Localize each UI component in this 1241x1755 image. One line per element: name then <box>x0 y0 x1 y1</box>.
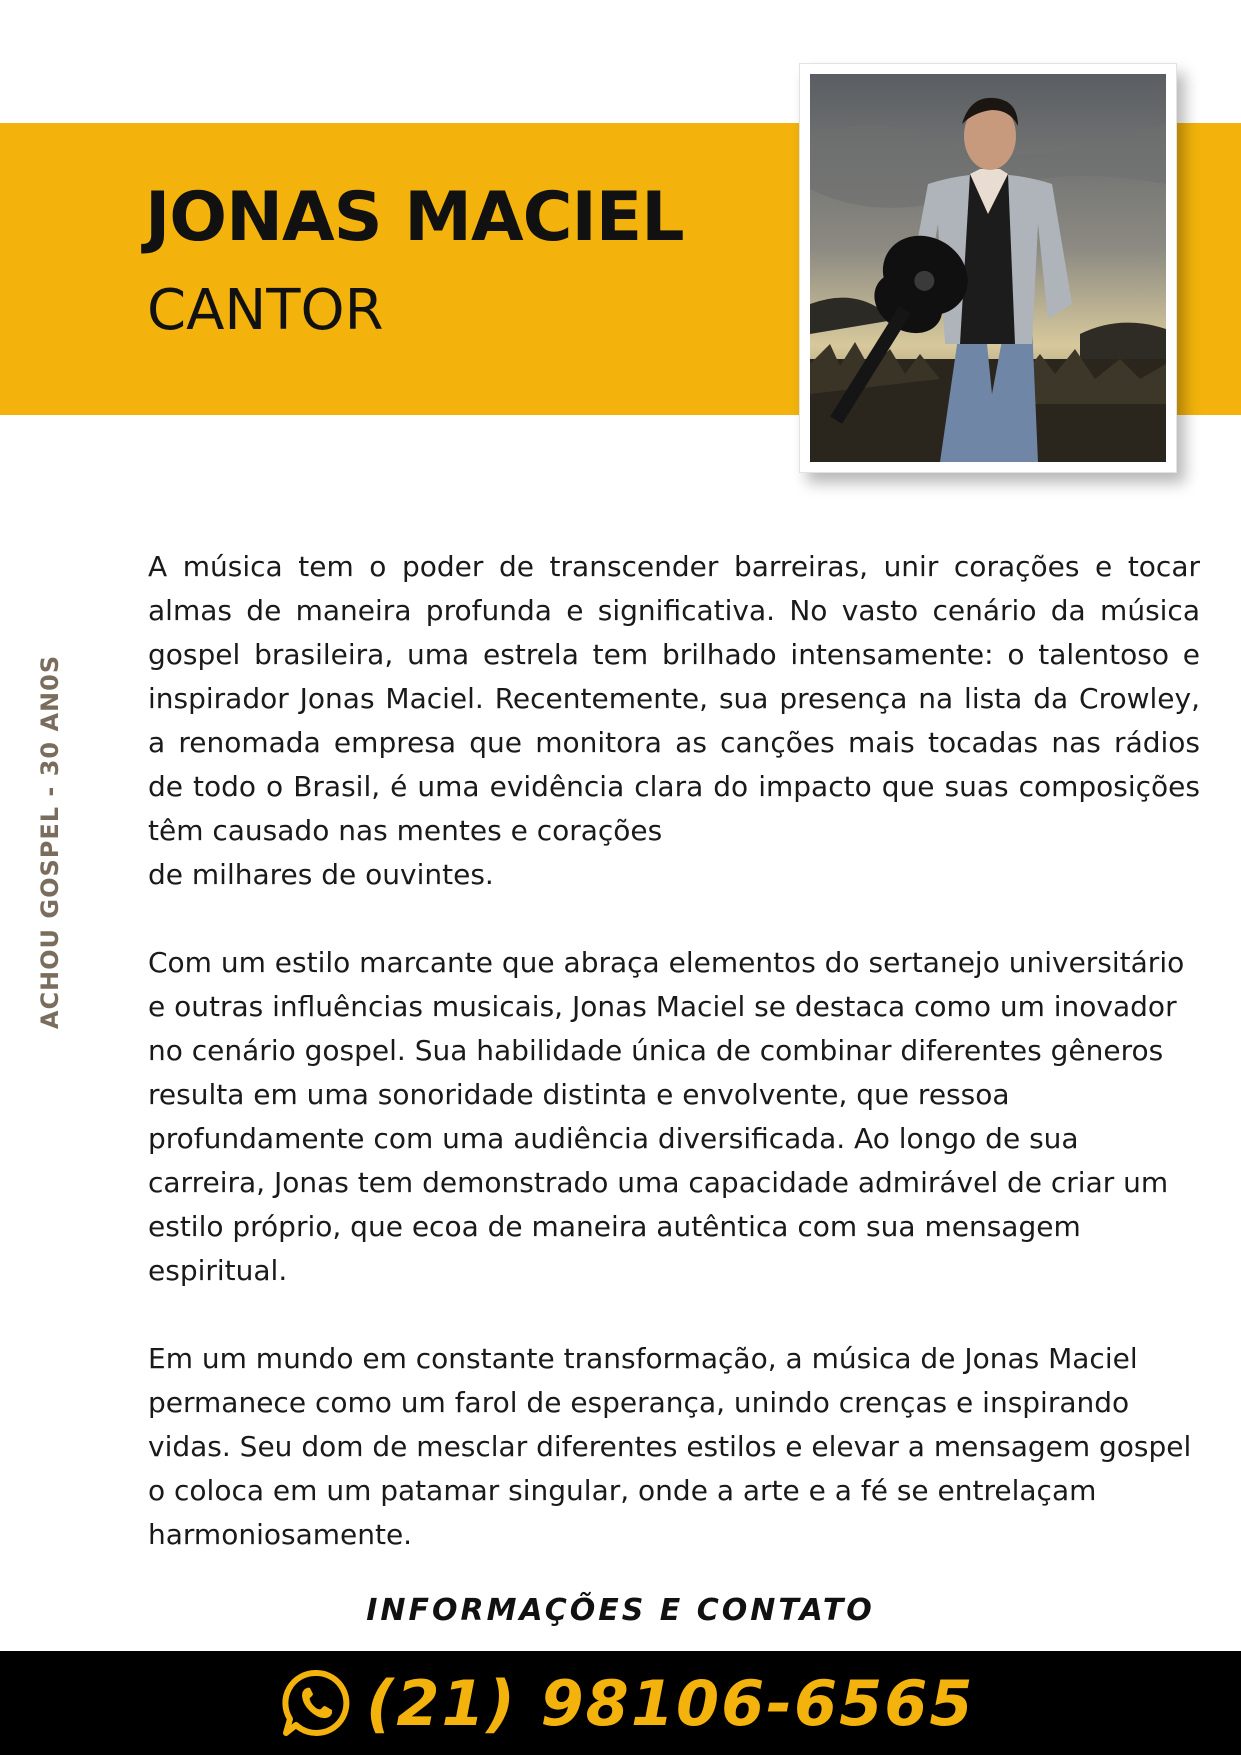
phone-contact[interactable] <box>280 1661 975 1745</box>
photo-frame <box>799 63 1177 473</box>
article-paragraph-2: Com um estilo marcante que abraça elementos do sertanejo universitário e outras influências musicais, Jonas Maciel se destaca como um inovador no cenário gospel. Sua habilidade única de combinar diferentes gêneros resulta em uma sonoridade distinta e envolvente, que ressoa profundamente com uma audiência diversificada. Ao longo de sua carreira, Jonas tem demonstrado uma capacidade admirável de criar um estilo próprio, que ecoa de maneira autêntica com sua mensagem espiritual. <box>148 946 1185 1287</box>
artist-name: JONAS MACIEL <box>145 178 684 257</box>
artist-role: CANTOR <box>147 278 384 343</box>
contact-title: INFORMAÇÕES E CONTATO <box>366 1593 875 1628</box>
article-body <box>148 545 1200 1601</box>
phone-number[interactable]: (21) 98106-6565 <box>366 1666 975 1740</box>
whatsapp-icon <box>280 1667 352 1739</box>
portrait-photo <box>810 74 1166 462</box>
paragraph-1-ending: de milhares de ouvintes. <box>148 858 494 891</box>
phone-bar <box>0 1651 1241 1755</box>
article-paragraph-1 <box>148 545 1200 897</box>
article-paragraph-3: Em um mundo em constante transformação, a música de Jonas Maciel permanece como um farol de esperança, unindo crenças e inspirando vidas. Seu dom de mesclar diferentes estilos e elevar a mensagem gospel o coloca em um patamar singular, onde a arte e a fé se entrelaçam harmoniosamente. <box>148 1342 1192 1551</box>
side-label-text: ACHOU GOSPEL - 30 AN0S <box>36 654 64 1030</box>
paragraph-1-text: A música tem o poder de transcender barreiras, unir corações e tocar almas de maneira profunda e significativa. No vasto cenário da música gospel brasileira, uma estrela tem brilhado intensamente: o talentoso e inspirador Jonas Maciel. Recentemente, sua presença na lista da Crowley, a renomada empresa que monitora as canções mais tocadas nas rádios de todo o Brasil, é uma evidência clara do impacto que suas composições têm causado nas mentes e corações <box>148 550 1200 847</box>
